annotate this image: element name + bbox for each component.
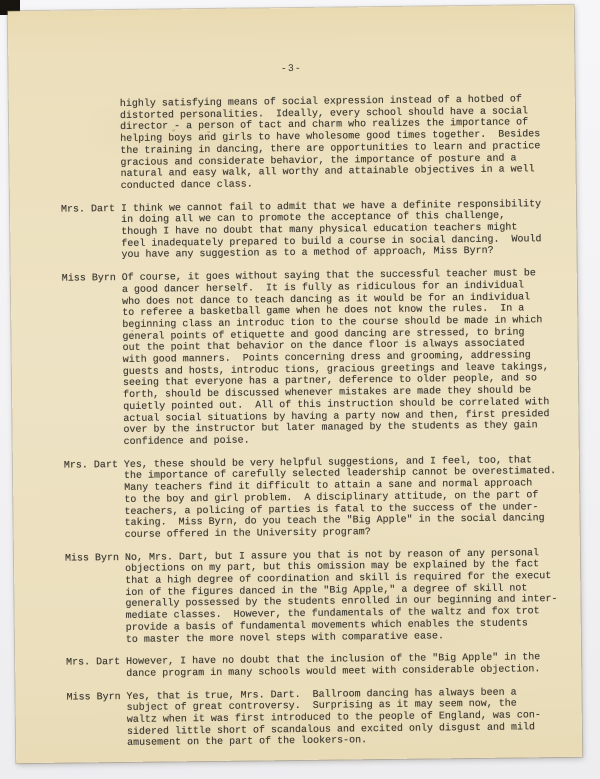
dialogue-transcript: [60, 94, 572, 762]
speech-text: No, Mrs. Dart, but I assure you that is not by reason of any personal objections on my part, but this omission may be explained by the fact that a high degree of coordination and skill is required for the execut ion of the figures danced in the "Big Apple," a degree of skill not generally possessed by the students enrolled in our beginning and inter- mediate classes. However, the fundamentals of the waltz and fox trot provide a basis of fundamental movements which enables the students to master the more novel steps with comparative ease.: [124, 547, 558, 646]
speaker-label: Mrs. Dart: [63, 459, 118, 472]
dialogue-block: [65, 548, 571, 647]
speech-text: However, I have no doubt that the inclusion of the "Big Apple" in the dance program in many schools would meet with considerable objection.: [126, 652, 541, 680]
dialogue-block: [60, 94, 566, 193]
speaker-label: Miss Byrn: [66, 691, 121, 704]
dialogue-block: [66, 687, 572, 751]
dialogue-block: [62, 268, 569, 449]
speaker-label: Mrs. Dart: [66, 657, 121, 669]
speech-text: Yes, these should be very helpful suggestions, and I feel, too, that the importance of carefully selected leadership cannot be overestimated. Many teachers find it difficult to attain a sane and normal approach to the boy and girl problem. A disciplinary attitude, on the part of teachers, a policing of parties is fatal to the success of the under- taking. Miss Byrn, do you teach the "Big Apple" in the social dancing course offered in the University program?: [123, 455, 557, 541]
speaker-label: Mrs. Dart: [60, 203, 116, 216]
page-number: -3-: [280, 63, 302, 76]
dialogue-block: [64, 455, 570, 543]
speech-text: Of course, it goes without saying that the successful teacher must be a good dancer herself. It is fully as ridiculous for an individual who does not dance to teach dancing as it would be for an individual to referee a basketball game when he does not know the rules. In a beginning class an introduc tion to the course should be made in which general points of etiquette and good dancing are stressed, to bring out the point that behavior on the dance floor is always associated with good manners. Points concerning dress and grooming, addressing guests and hosts, introduc tions, gracious greetings and leave takings, seeing that everyone has a partner, deference to older people, and so forth, should be discussed whenever mistakes are made they should be quietly pointed out. All of this instruction should be correlated with actual social situations by having a party now and then, first presided over by the instructor but later managed by the students as they gain confidence and poise.: [121, 268, 550, 448]
speaker-label: Miss Byrn: [61, 273, 116, 285]
speech-text: Yes, that is true, Mrs. Dart. Ballroom dancing has always been a subject of great controversy. Surprising as it may seem now, the waltz when it was first introduced to the people of England, was con- sidered little short of scandalous and excited only disgust and mild amusement on the part of the lookers-on.: [126, 687, 541, 750]
dialogue-block: [66, 652, 571, 681]
speaker-label: Miss Byrn: [64, 552, 120, 565]
speech-text: highly satisfying means of social expression instead of a hotbed of distorted personalities. Ideally, every school should have a social director - a person of tact and charm who realizes the importance of helping boys and girls to have wholesome good times together. Besides the training in dancing, there are opportunities to learn and practice gracious and considerate behavior, the importance of posture and a natural and easy walk, all worthy and attainable objectives in a well conducted dance class.: [119, 94, 541, 192]
dialogue-block: [61, 199, 567, 263]
document-sheet: [8, 5, 582, 763]
speech-text: I think we cannot fail to admit that we have a definite responsibility in doing all we can to promote the acceptance of this challenge, though I have no doubt that many physical education teachers might feel inadequately prepared to build a course in social dancing. Would you have any suggestion as to a method of approach, Miss Byrn?: [120, 198, 542, 262]
speaker-label: [60, 99, 120, 100]
